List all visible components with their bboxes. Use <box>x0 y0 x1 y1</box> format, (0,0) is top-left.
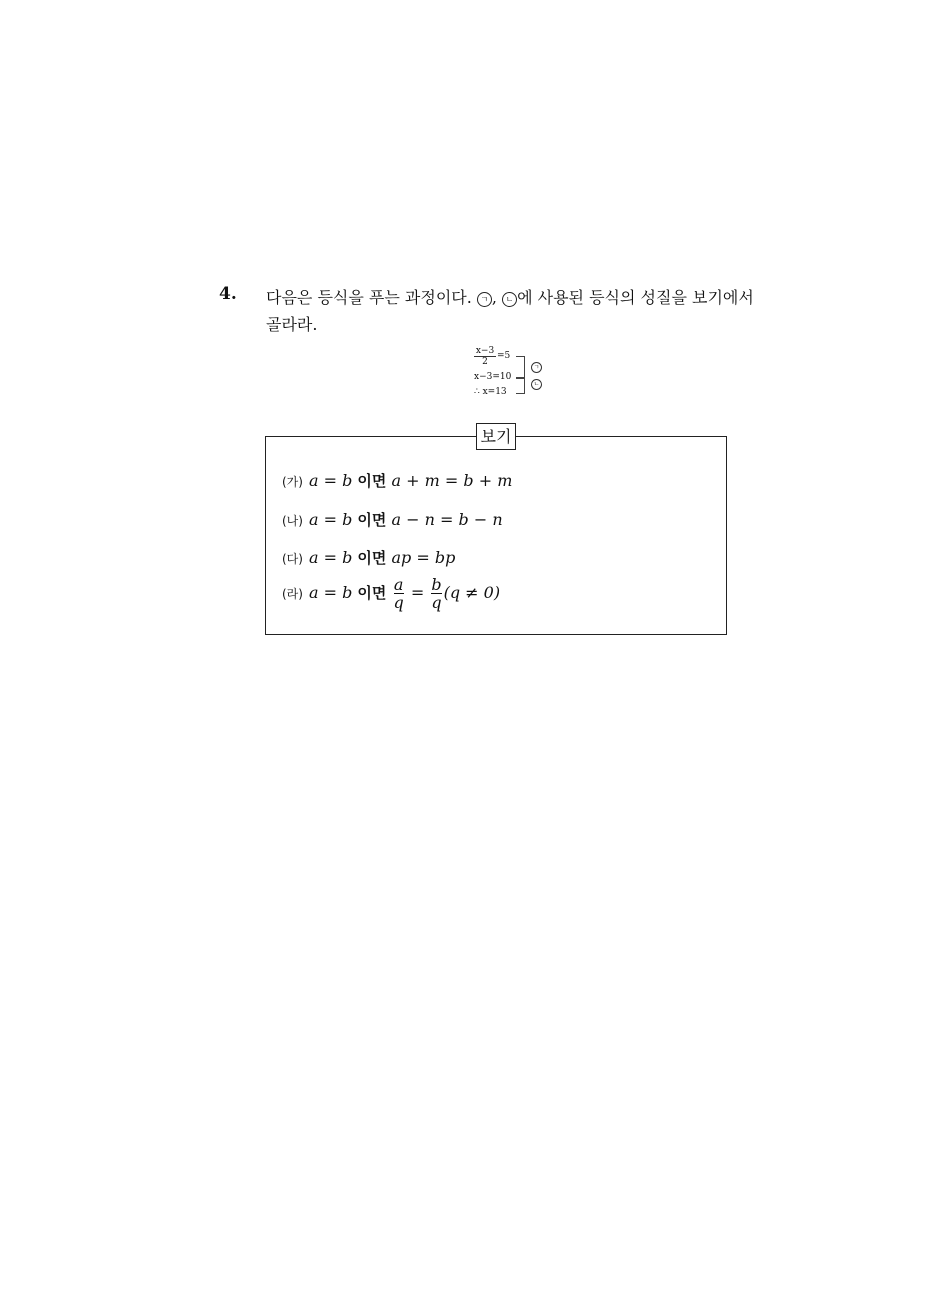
example-box-title: 보기 <box>476 423 516 450</box>
figure-fraction <box>474 346 496 367</box>
item-eq: = <box>410 583 425 602</box>
equation-figure <box>468 342 548 402</box>
question-text-line1 <box>266 285 754 308</box>
box-item-na <box>282 509 503 530</box>
question-text-a: 다음은 등식을 푸는 과정이다. <box>266 288 477 307</box>
box-item-ga <box>282 470 512 491</box>
fraction-b-over-q <box>431 576 441 611</box>
question-number: 4. <box>219 284 237 304</box>
item-cond: a = b <box>308 548 353 567</box>
circle-mark-2: ㄴ <box>502 292 517 307</box>
figure-line3: ∴ x=13 <box>474 387 507 397</box>
figure-fraction-num: x−3 <box>475 346 495 356</box>
fraction-a-over-q <box>394 576 404 611</box>
circle-mark-1: ㄱ <box>477 292 492 307</box>
figure-fraction-den: 2 <box>482 357 488 367</box>
item-cond: a = b <box>308 510 353 529</box>
item-tail: (q ≠ 0) <box>443 583 501 602</box>
item-keyword: 이면 <box>357 511 387 529</box>
item-label: (가) <box>282 475 303 489</box>
item-expr: a − n = b − n <box>391 510 503 529</box>
item-keyword: 이면 <box>357 472 387 490</box>
box-item-ra <box>282 576 500 611</box>
question-sep: , <box>491 288 503 307</box>
frac2-num: b <box>431 575 442 594</box>
item-expr: a + m = b + m <box>391 471 513 490</box>
frac1-num: a <box>393 575 404 594</box>
item-cond: a = b <box>308 583 353 602</box>
item-expr: ap = bp <box>391 548 456 567</box>
box-item-da <box>282 547 455 568</box>
item-keyword: 이면 <box>357 584 387 602</box>
frac2-den: q <box>431 593 442 612</box>
item-keyword: 이면 <box>357 549 387 567</box>
item-label: (다) <box>282 552 303 566</box>
figure-bracket-2 <box>516 377 525 394</box>
question-text-b: 에 사용된 등식의 성질을 보기에서 <box>517 288 754 307</box>
question-text-line2: 골라라. <box>266 315 318 334</box>
item-cond: a = b <box>308 471 353 490</box>
figure-circle-mark-2: ㄴ <box>531 379 542 390</box>
frac1-den: q <box>393 593 404 612</box>
figure-eq1: =5 <box>497 351 511 361</box>
figure-bracket-1 <box>516 356 525 379</box>
figure-line2: x−3=10 <box>474 372 512 382</box>
item-label: (라) <box>282 587 303 601</box>
figure-circle-mark-1: ㄱ <box>531 362 542 373</box>
item-label: (나) <box>282 514 303 528</box>
